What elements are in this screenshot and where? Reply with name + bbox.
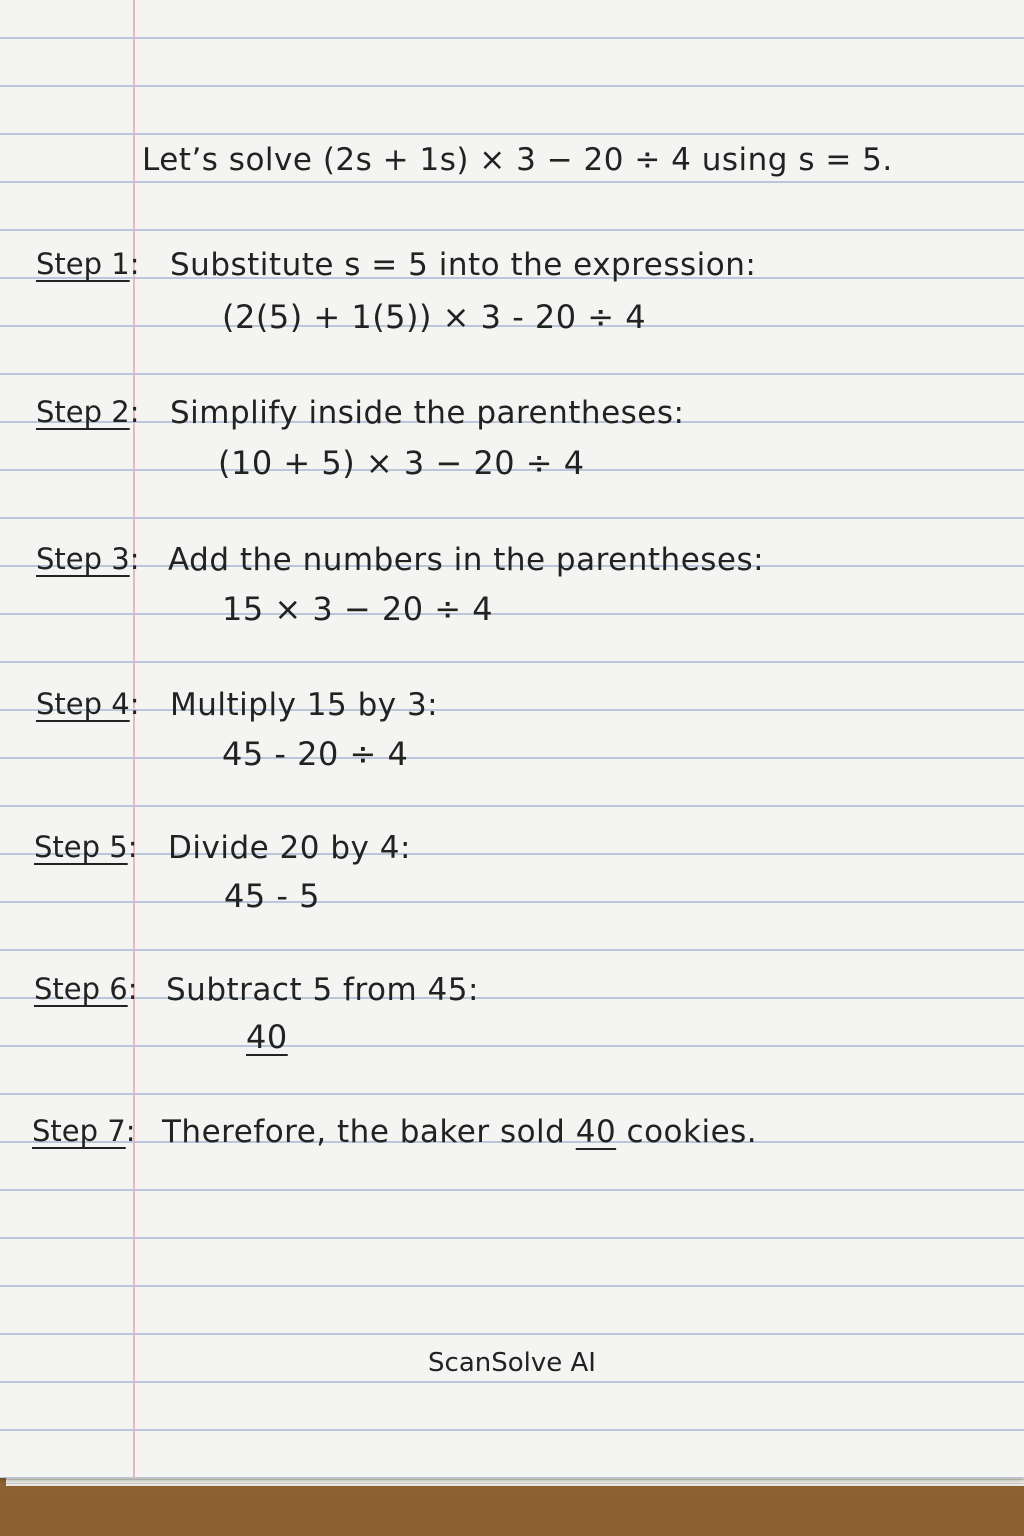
- step-6-text: Subtract 5 from 45:: [166, 972, 479, 1008]
- step-7-answer: 40: [575, 1114, 617, 1150]
- step-3-work: 15 × 3 − 20 ÷ 4: [222, 590, 494, 628]
- step-7-label: Step 7:: [32, 1114, 136, 1148]
- step-2-work: (10 + 5) × 3 − 20 ÷ 4: [218, 444, 585, 482]
- step-2-label: Step 2:: [36, 395, 140, 429]
- step-3-text: Add the numbers in the parentheses:: [168, 542, 765, 578]
- step-1-text: Substitute s = 5 into the expression:: [170, 247, 757, 283]
- step-5-text: Divide 20 by 4:: [168, 830, 411, 866]
- step-1-label: Step 1:: [36, 247, 140, 281]
- step-2-text: Simplify inside the parentheses:: [170, 395, 685, 431]
- footer-brand: ScanSolve AI: [428, 1348, 596, 1378]
- step-4-label: Step 4:: [36, 687, 140, 721]
- step-7-text-before: Therefore, the baker sold: [162, 1114, 566, 1150]
- step-7-text-after: cookies.: [626, 1114, 758, 1150]
- step-6-answer: 40: [246, 1018, 288, 1056]
- step-3-label: Step 3:: [36, 542, 140, 576]
- step-7-text: [162, 1114, 757, 1150]
- step-4-text: Multiply 15 by 3:: [170, 687, 439, 723]
- step-5-work: 45 - 5: [224, 877, 320, 915]
- problem-title: Let’s solve (2s + 1s) × 3 − 20 ÷ 4 using s = 5.: [142, 142, 893, 178]
- step-4-work: 45 - 20 ÷ 4: [222, 735, 409, 773]
- step-6-label: Step 6:: [34, 972, 138, 1006]
- step-1-work: (2(5) + 1(5)) × 3 - 20 ÷ 4: [222, 298, 647, 336]
- step-5-label: Step 5:: [34, 830, 138, 864]
